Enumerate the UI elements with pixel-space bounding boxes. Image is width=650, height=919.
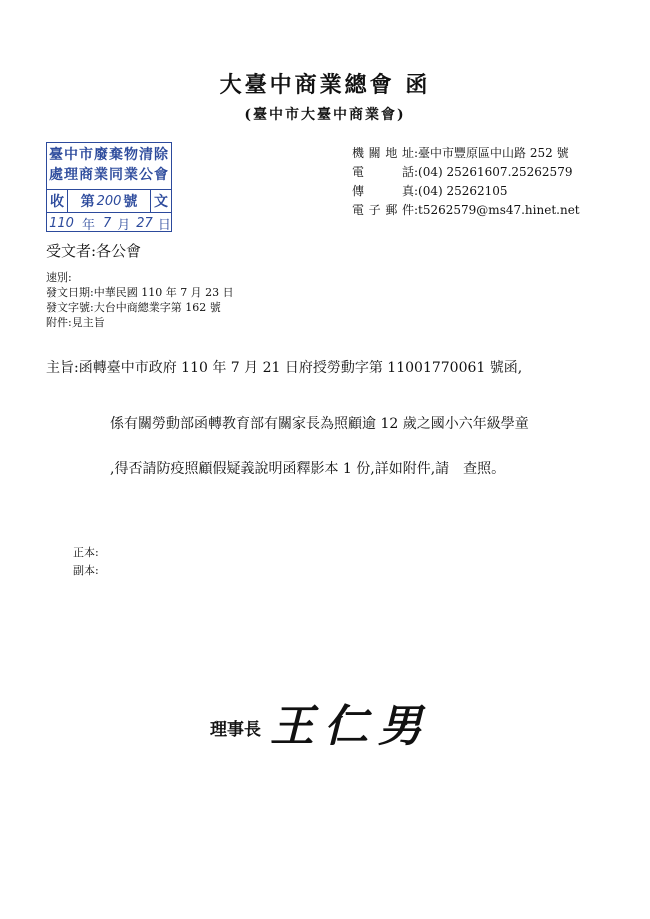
received-stamp <box>46 142 172 232</box>
copies-block <box>73 544 99 580</box>
email-label: 電子郵件 <box>352 203 414 217</box>
subject-line-3: ,得否請防疫照顧假疑義說明函釋影本 1 份,詳如附件,請 查照。 <box>110 461 506 477</box>
fax-label: 傳 真 <box>352 184 414 198</box>
contact-phone <box>352 163 580 182</box>
copies-main: 正本: <box>73 546 99 559</box>
stamp-receive-label: 收 <box>47 190 68 212</box>
stamp-year: 110 <box>49 215 74 231</box>
fax-value: :(04) 25262105 <box>414 184 508 198</box>
stamp-day-unit: 日 <box>157 217 171 233</box>
contact-block <box>352 144 580 220</box>
address-value: :臺中市豐原區中山路 252 號 <box>414 146 569 160</box>
stamp-month: 7 <box>102 215 112 231</box>
stamp-month-unit: 月 <box>117 217 131 233</box>
contact-fax <box>352 182 580 201</box>
contact-address <box>352 144 580 163</box>
stamp-doc-label: 文 <box>154 194 168 210</box>
signature-title: 理事長 <box>210 720 261 740</box>
meta-attachment: 附件:見主旨 <box>46 316 105 329</box>
stamp-number-cell <box>68 190 151 212</box>
meta-doc-no: 發文字號:大台中商總業字第 162 號 <box>46 301 221 314</box>
contact-email <box>352 201 580 220</box>
copies-cc: 副本: <box>73 564 99 577</box>
stamp-org <box>47 143 171 190</box>
stamp-number-prefix: 第 <box>80 194 95 210</box>
stamp-day: 27 <box>136 215 153 231</box>
stamp-year-unit: 年 <box>81 217 95 233</box>
stamp-date-row <box>47 213 171 233</box>
recipient: 受文者:各公會 <box>46 242 142 260</box>
address-label: 機關地址 <box>352 146 414 160</box>
phone-value: :(04) 25261607.25262579 <box>414 165 573 179</box>
signature-name: 王仁男 <box>270 701 432 752</box>
email-value: :t5262579@ms47.hinet.net <box>414 203 580 217</box>
subject-line-2: 係有關勞動部函轉教育部有關家長為照顧逾 12 歲之國小六年級學童 <box>110 416 529 432</box>
stamp-org-line1: 臺中市廢棄物清除 <box>49 147 169 163</box>
stamp-number: 200 <box>96 193 122 209</box>
letter-subtitle: (臺中市大臺中商業會) <box>244 107 406 123</box>
subject-line-1: 主旨:函轉臺中市政府 110 年 7 月 21 日府授勞動字第 11001770061 號函, <box>46 360 523 376</box>
letter-title: 大臺中商業總會 函 <box>219 72 431 98</box>
stamp-number-suffix: 號 <box>123 194 138 210</box>
stamp-org-line2: 處理商業同業公會 <box>49 167 169 183</box>
meta-date: 發文日期:中華民國 110 年 7 月 23 日 <box>46 286 234 299</box>
stamp-number-row <box>47 190 171 213</box>
meta-speed: 速別: <box>46 271 72 284</box>
document-meta <box>46 270 234 330</box>
phone-label: 電 話 <box>352 165 414 179</box>
